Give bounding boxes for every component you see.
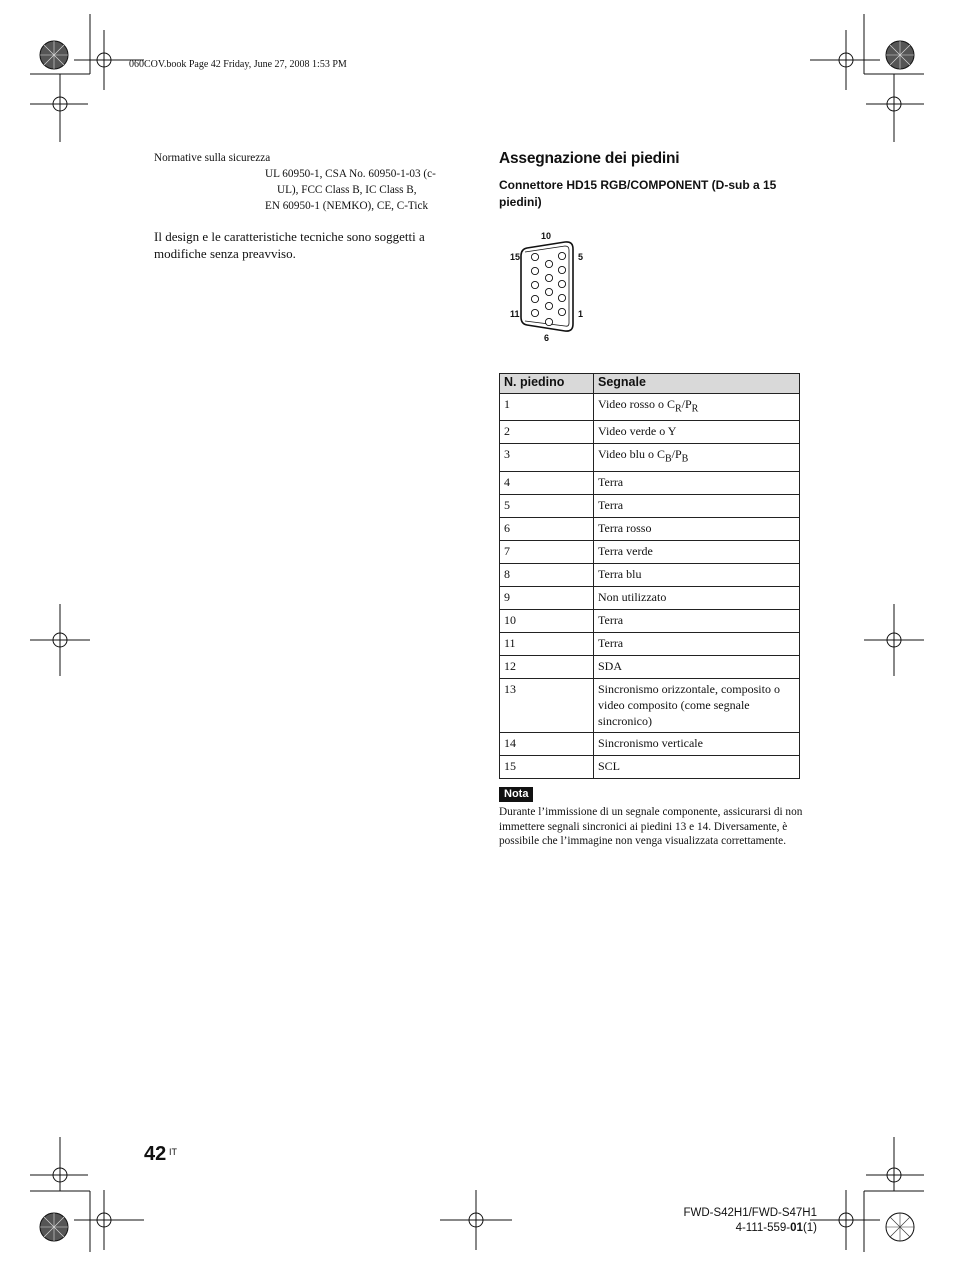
table-row bbox=[500, 586, 800, 609]
table-row bbox=[500, 517, 800, 540]
code-suffix: (1) bbox=[802, 1222, 817, 1234]
pin-signal: Terra rosso bbox=[594, 517, 800, 540]
code-bold: 01 bbox=[790, 1222, 803, 1234]
disclaimer-text: Il design e le caratteristiche tecniche sono soggetti a modifiche senza preavviso. bbox=[154, 229, 425, 261]
signal-text-mid: /P bbox=[671, 447, 682, 462]
table-row bbox=[500, 655, 800, 678]
pin-signal: Terra bbox=[594, 471, 800, 494]
signal-subscript: R bbox=[691, 403, 699, 415]
hd15-connector-diagram bbox=[499, 228, 599, 348]
document-code bbox=[672, 1222, 817, 1234]
safety-line-2: UL), FCC Class B, IC Class B, bbox=[277, 184, 417, 196]
pin-number: 11 bbox=[500, 632, 594, 655]
pin-signal bbox=[594, 394, 800, 421]
pin-label-10: 10 bbox=[541, 231, 552, 241]
table-row bbox=[500, 471, 800, 494]
table-row bbox=[500, 732, 800, 755]
pin-number: 1 bbox=[500, 394, 594, 421]
table-row bbox=[500, 394, 800, 421]
pin-number: 14 bbox=[500, 732, 594, 755]
table-row bbox=[500, 609, 800, 632]
table-row bbox=[500, 678, 800, 732]
signal-text: Video rosso o C bbox=[598, 397, 675, 411]
table-header-row bbox=[500, 374, 800, 394]
table-row bbox=[500, 540, 800, 563]
pin-number: 10 bbox=[500, 609, 594, 632]
pin-signal: SDA bbox=[594, 655, 800, 678]
table-row bbox=[500, 444, 800, 471]
connector-title: Connettore HD15 RGB/COMPONENT (D-sub a 15 piedini) bbox=[499, 178, 777, 209]
pin-signal: Terra blu bbox=[594, 563, 800, 586]
pin-number: 13 bbox=[500, 678, 594, 732]
pin-signal: Terra verde bbox=[594, 540, 800, 563]
print-header-line: 060COV.book Page 42 Friday, June 27, 2008 1:53 PM bbox=[129, 59, 347, 70]
signal-subscript: B bbox=[664, 453, 672, 465]
pin-number: 3 bbox=[500, 444, 594, 471]
pin-signal: Terra bbox=[594, 609, 800, 632]
table-row bbox=[500, 421, 800, 444]
pin-label-11: 11 bbox=[510, 309, 520, 319]
pin-number: 5 bbox=[500, 494, 594, 517]
column-header-signal: Segnale bbox=[594, 374, 800, 394]
pin-number: 7 bbox=[500, 540, 594, 563]
page-language-code: IT bbox=[169, 1147, 177, 1157]
pin-signal: Terra bbox=[594, 632, 800, 655]
note-text: Durante l’immissione di un segnale componente, assicurarsi di non immettere segnali sincronici ai piedini 13 e 14. Diversamente, è possibile che l’immagine non venga visualizzata correttamente. bbox=[499, 806, 803, 847]
pin-number: 8 bbox=[500, 563, 594, 586]
safety-standards-block bbox=[154, 150, 454, 214]
pin-signal: SCL bbox=[594, 755, 800, 778]
note-label: Nota bbox=[499, 787, 533, 802]
pin-signal: Sincronismo verticale bbox=[594, 732, 800, 755]
pin-number: 6 bbox=[500, 517, 594, 540]
pin-signal: Video verde o Y bbox=[594, 421, 800, 444]
safety-line-3: EN 60950-1 (NEMKO), CE, C-Tick bbox=[265, 200, 429, 212]
table-row bbox=[500, 494, 800, 517]
pin-signal bbox=[594, 444, 800, 471]
signal-subscript: B bbox=[681, 453, 689, 465]
signal-text-mid: /P bbox=[681, 397, 692, 411]
pin-signal: Sincronismo orizzontale, composito o video composito (come segnale sincronico) bbox=[594, 678, 800, 732]
column-header-pin: N. piedino bbox=[500, 374, 594, 394]
table-row bbox=[500, 632, 800, 655]
pin-label-1: 1 bbox=[578, 309, 584, 319]
table-row bbox=[500, 755, 800, 778]
code-prefix: 4-111-559- bbox=[735, 1222, 791, 1234]
section-title: Assegnazione dei piedini bbox=[499, 150, 680, 167]
page-number: 42 bbox=[144, 1143, 167, 1165]
pin-number: 9 bbox=[500, 586, 594, 609]
safety-line-1: UL 60950-1, CSA No. 60950-1-03 (c- bbox=[265, 168, 436, 180]
pin-label-15: 15 bbox=[510, 252, 521, 262]
pin-number: 2 bbox=[500, 421, 594, 444]
pin-assignment-table bbox=[499, 373, 800, 779]
pin-signal: Non utilizzato bbox=[594, 586, 800, 609]
pin-signal: Terra bbox=[594, 494, 800, 517]
safety-label: Normative sulla sicurezza bbox=[154, 152, 271, 164]
table-row bbox=[500, 563, 800, 586]
pin-number: 15 bbox=[500, 755, 594, 778]
model-number: FWD-S42H1/FWD-S47H1 bbox=[683, 1207, 817, 1219]
pin-number: 4 bbox=[500, 471, 594, 494]
pin-number: 12 bbox=[500, 655, 594, 678]
signal-subscript: R bbox=[674, 403, 682, 415]
pin-label-6: 6 bbox=[544, 333, 550, 343]
pin-label-5: 5 bbox=[578, 252, 584, 262]
signal-text: Video blu o C bbox=[598, 447, 665, 462]
